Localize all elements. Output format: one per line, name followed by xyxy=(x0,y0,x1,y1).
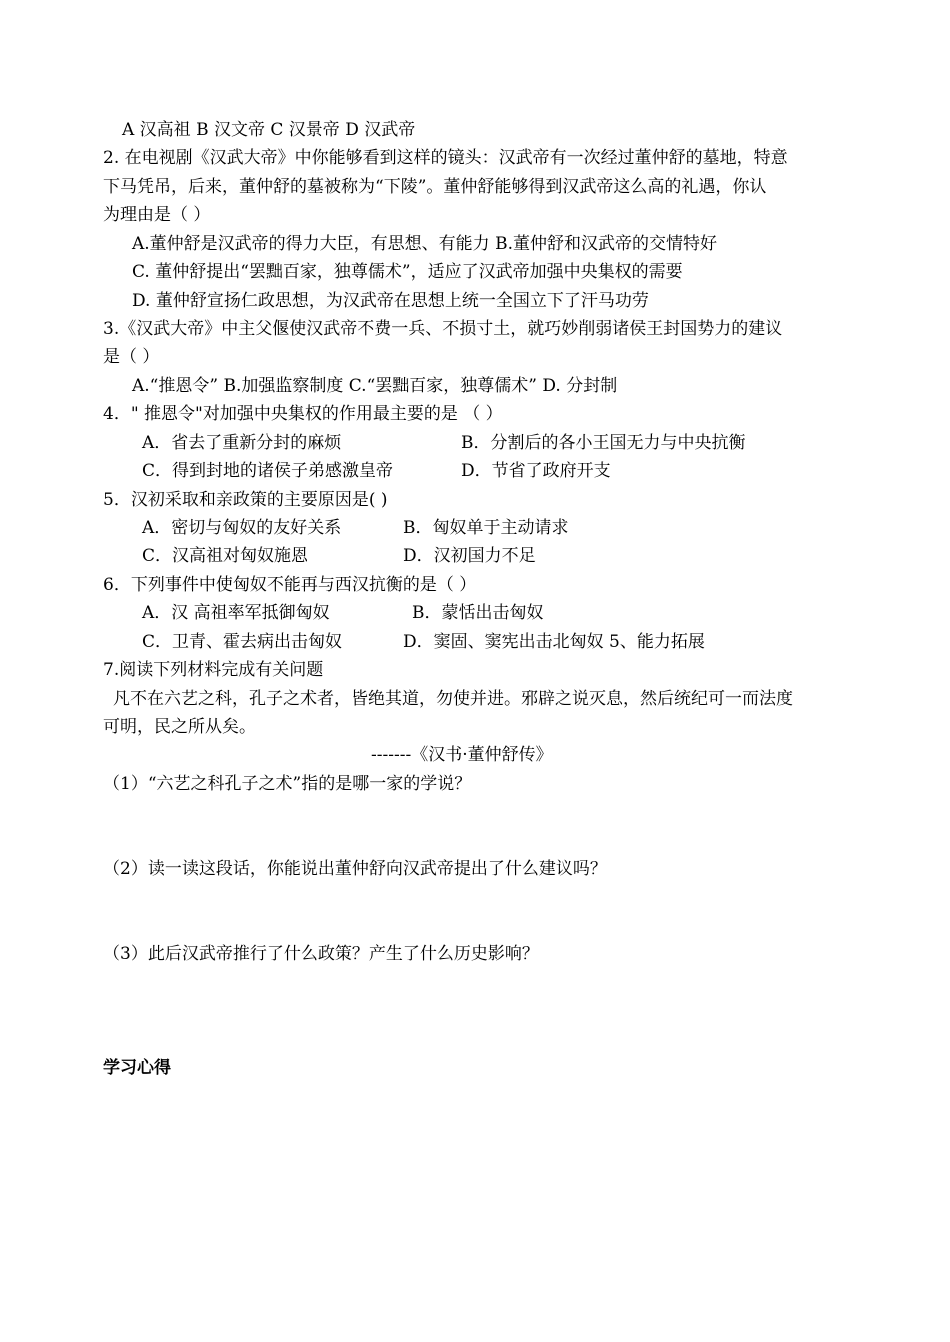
q2-stem-line-1: 2. 在电视剧《汉武大帝》中你能够看到这样的镜头：汉武帝有一次经过董仲舒的墓地，特意 xyxy=(103,148,788,168)
q7-material-line-1: 凡不在六艺之科，孔子之术者，皆绝其道，勿使并进。邪辟之说灭息，然后统纪可一而法度 xyxy=(113,689,793,709)
q6-option-a: A．汉 高祖率军抵御匈奴 xyxy=(142,603,330,623)
q2-stem-line-2: 下马凭吊，后来，董仲舒的墓被称为“下陵”。董仲舒能够得到汉武帝这么高的礼遇，你认 xyxy=(103,177,767,197)
q6-option-d: D．窦固、窦宪出击北匈奴 5、能力拓展 xyxy=(403,632,705,652)
q2-stem-line-3: 为理由是（ ） xyxy=(103,205,211,225)
q7-source-citation: -------《汉书·董仲舒传》 xyxy=(371,745,553,765)
q2-option-d: D. 董仲舒宣扬仁政思想，为汉武帝在思想上统一全国立下了汗马功劳 xyxy=(132,291,649,311)
q4-option-d: D．节省了政府开支 xyxy=(461,461,611,481)
q7-material-line-2: 可明，民之所从矣。 xyxy=(103,717,256,737)
q5-option-a: A．密切与匈奴的友好关系 xyxy=(142,518,342,538)
q5-option-d: D．汉初国力不足 xyxy=(403,546,536,566)
q4-stem: 4．" 推恩令"对加强中央集权的作用最主要的是 （ ） xyxy=(103,404,503,424)
q4-option-c: C．得到封地的诸侯子弟感激皇帝 xyxy=(142,461,394,481)
q4-option-b: B．分割后的各小王国无力与中央抗衡 xyxy=(461,433,746,453)
q7-subquestion-1: （1）“六艺之科孔子之术”指的是哪一家的学说？ xyxy=(103,774,472,794)
q2-option-a-b: A.董仲舒是汉武帝的得力大臣，有思想、有能力 B.董仲舒和汉武帝的交情特好 xyxy=(132,234,717,254)
study-notes-heading: 学习心得 xyxy=(103,1058,171,1078)
q6-option-b: B．蒙恬出击匈奴 xyxy=(412,603,544,623)
q5-option-b: B．匈奴单于主动请求 xyxy=(403,518,569,538)
q4-option-a: A．省去了重新分封的麻烦 xyxy=(142,433,342,453)
q7-subquestion-3: （3）此后汉武帝推行了什么政策？产生了什么历史影响？ xyxy=(103,944,539,964)
q6-option-c: C．卫青、霍去病出击匈奴 xyxy=(142,632,343,652)
q6-stem: 6．下列事件中使匈奴不能再与西汉抗衡的是（ ） xyxy=(103,575,477,595)
q5-stem: 5．汉初采取和亲政策的主要原因是( ) xyxy=(103,490,388,510)
q7-subquestion-2: （2）读一读这段话，你能说出董仲舒向汉武帝提出了什么建议吗？ xyxy=(103,859,607,879)
q3-options: A.“推恩令” B.加强监察制度 C.“罢黜百家，独尊儒术” D. 分封制 xyxy=(132,376,618,396)
q2-option-c: C. 董仲舒提出“罢黜百家，独尊儒术”，适应了汉武帝加强中央集权的需要 xyxy=(132,262,683,282)
q5-option-c: C．汉高祖对匈奴施恩 xyxy=(142,546,309,566)
q3-stem-line-2: 是（ ） xyxy=(103,347,160,367)
q7-stem: 7.阅读下列材料完成有关问题 xyxy=(103,660,324,680)
q3-stem-line-1: 3.《汉武大帝》中主父偃使汉武帝不费一兵、不损寸土，就巧妙削弱诸侯王封国势力的建议 xyxy=(103,319,783,339)
q1-options: A 汉高祖 B 汉文帝 C 汉景帝 D 汉武帝 xyxy=(122,120,416,140)
